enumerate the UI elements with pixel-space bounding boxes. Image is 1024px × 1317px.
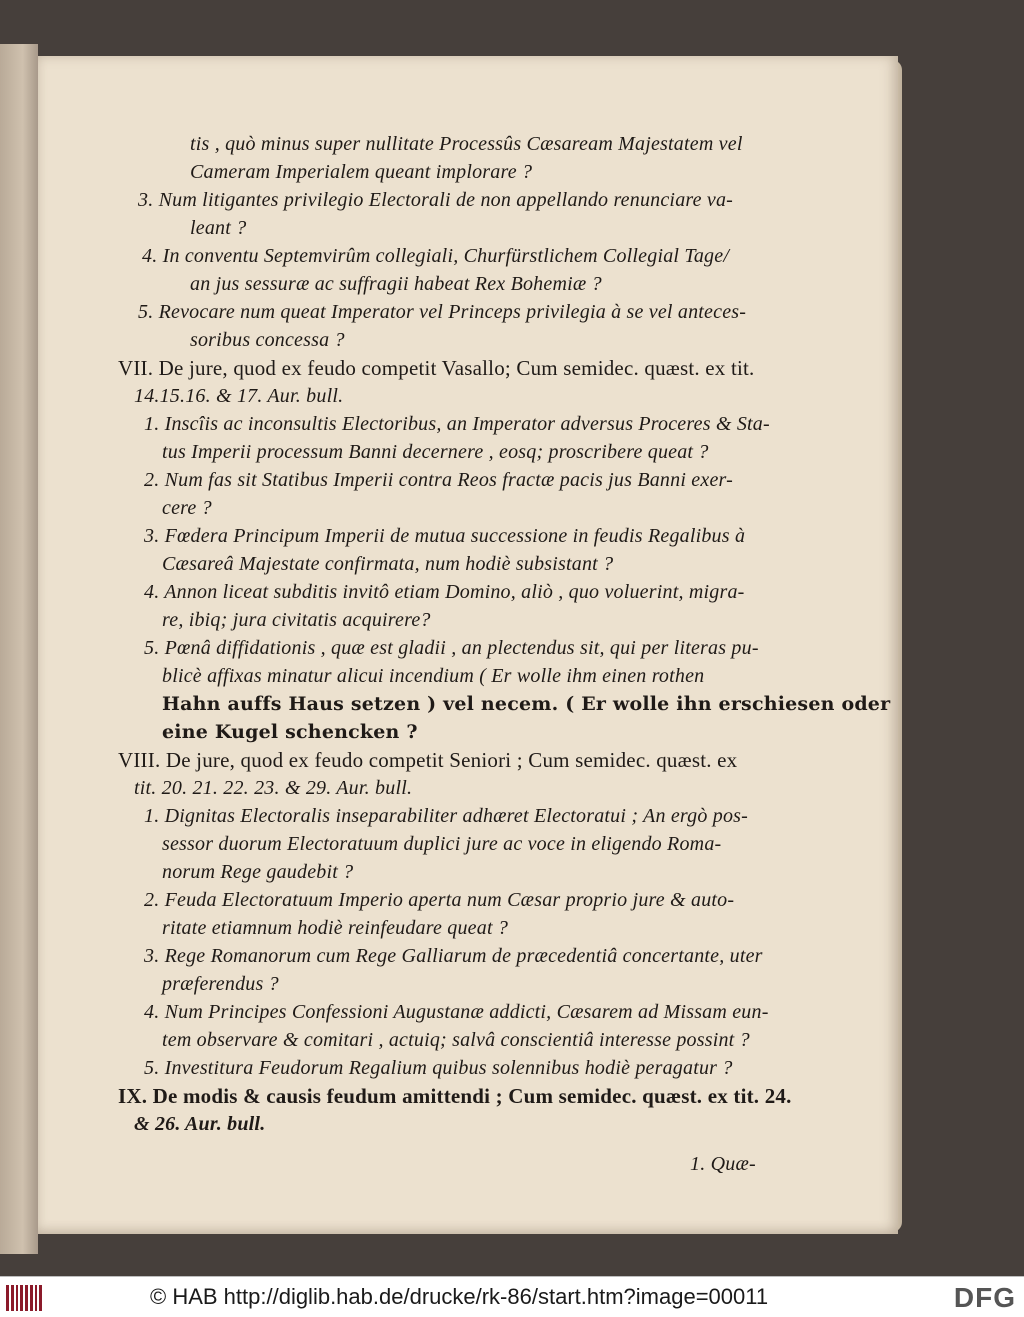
text-line: & 26. Aur. bull. bbox=[134, 1113, 266, 1135]
text-line: præferendus ? bbox=[162, 973, 279, 995]
text-line: 5. Investitura Feudorum Regalium quibus solennibus hodiè peragatur ? bbox=[144, 1057, 733, 1079]
text-line: cere ? bbox=[162, 497, 212, 519]
text-line: 4. Num Principes Confessioni Augustanæ addicti, Cæsarem ad Missam eun- bbox=[144, 1001, 769, 1023]
text-line: 3. Num litigantes privilegio Electorali de non appellando renunciare va- bbox=[138, 189, 734, 211]
text-line: 1. Dignitas Electoralis inseparabiliter adhæret Electoratui ; An ergò pos- bbox=[144, 805, 749, 827]
footer-bar bbox=[0, 1276, 1024, 1317]
text-line: ritate etiamnum hodiè reinfeudare queat ? bbox=[162, 917, 509, 939]
text-line: leant ? bbox=[190, 217, 247, 239]
text-line: Cæsareâ Majestate confirmata, num hodiè subsistant ? bbox=[162, 553, 614, 575]
page-text bbox=[38, 56, 898, 1234]
text-line: tis , quò minus super nullitate Processûs Cæsaream Majestatem vel bbox=[190, 133, 743, 155]
text-line: an jus sessuræ ac suffragii habeat Rex Bohemiæ ? bbox=[190, 273, 602, 295]
text-line: 3. Rege Romanorum cum Rege Galliarum de præcedentiâ concertante, uter bbox=[144, 945, 763, 967]
text-line: 4. Annon liceat subditis invitô etiam Domino, aliò , quo voluerint, migra- bbox=[144, 581, 745, 603]
copyright-link[interactable]: © HAB http://diglib.hab.de/drucke/rk-86/start.htm?image=00011 bbox=[150, 1284, 769, 1309]
section-heading: IX. De modis & causis feudum amittendi ; Cum semidec. quæst. ex tit. 24. bbox=[118, 1084, 792, 1108]
text-line: 3. Fœdera Principum Imperii de mutua successione in feudis Regalibus à bbox=[144, 525, 746, 547]
text-line: 2. Num fas sit Statibus Imperii contra Reos fractæ pacis jus Banni exer- bbox=[144, 469, 733, 491]
text-line: 4. In conventu Septemvirûm collegiali, Churfürstlichem Collegial Tage/ bbox=[142, 245, 730, 267]
text-line: 14.15.16. & 17. Aur. bull. bbox=[134, 385, 344, 407]
text-line: soribus concessa ? bbox=[190, 329, 345, 351]
text-line: Cameram Imperialem queant implorare ? bbox=[190, 161, 533, 183]
text-line: 1. Inscîis ac inconsultis Electoribus, an Imperator adversus Proceres & Sta- bbox=[144, 413, 770, 435]
text-line: 5. Pœnâ diffidationis , quæ est gladii , an plectendus sit, qui per literas pu- bbox=[144, 637, 759, 659]
scanned-page bbox=[38, 56, 898, 1234]
text-line: tem observare & comitari , actuiq; salvâ conscientiâ interesse possint ? bbox=[162, 1029, 750, 1051]
text-line: re, ibiq; jura civitatis acquirere? bbox=[162, 609, 431, 631]
text-line: sessor duorum Electoratuum duplici jure ac voce in eligendo Roma- bbox=[162, 833, 722, 855]
text-line: Hahn auffs Haus setzen ) vel necem. ( Er wolle ihn erschiesen oder bbox=[162, 693, 891, 715]
facing-page-edge bbox=[0, 44, 38, 1254]
text-line: blicè affixas minatur alicui incendium ( Er wolle ihm einen rothen bbox=[162, 665, 705, 687]
hab-logo-icon bbox=[6, 1285, 42, 1311]
text-line: tit. 20. 21. 22. 23. & 29. Aur. bull. bbox=[134, 777, 413, 799]
text-line: eine Kugel schencken ? bbox=[162, 721, 418, 743]
catchword: 1. Quæ- bbox=[690, 1153, 756, 1175]
dfg-logo: DFG bbox=[953, 1282, 1016, 1313]
text-line: tus Imperii processum Banni decernere , eosq; proscribere queat ? bbox=[162, 441, 709, 463]
text-line: 5. Revocare num queat Imperator vel Princeps privilegia à se vel anteces- bbox=[138, 301, 747, 323]
text-line: norum Rege gaudebit ? bbox=[162, 861, 354, 883]
section-heading: VIII. De jure, quod ex feudo competit Seniori ; Cum semidec. quæst. ex bbox=[118, 748, 738, 772]
text-line: 2. Feuda Electoratuum Imperio aperta num Cæsar proprio jure & auto- bbox=[144, 889, 735, 911]
section-heading: VII. De jure, quod ex feudo competit Vasallo; Cum semidec. quæst. ex tit. bbox=[118, 356, 755, 380]
